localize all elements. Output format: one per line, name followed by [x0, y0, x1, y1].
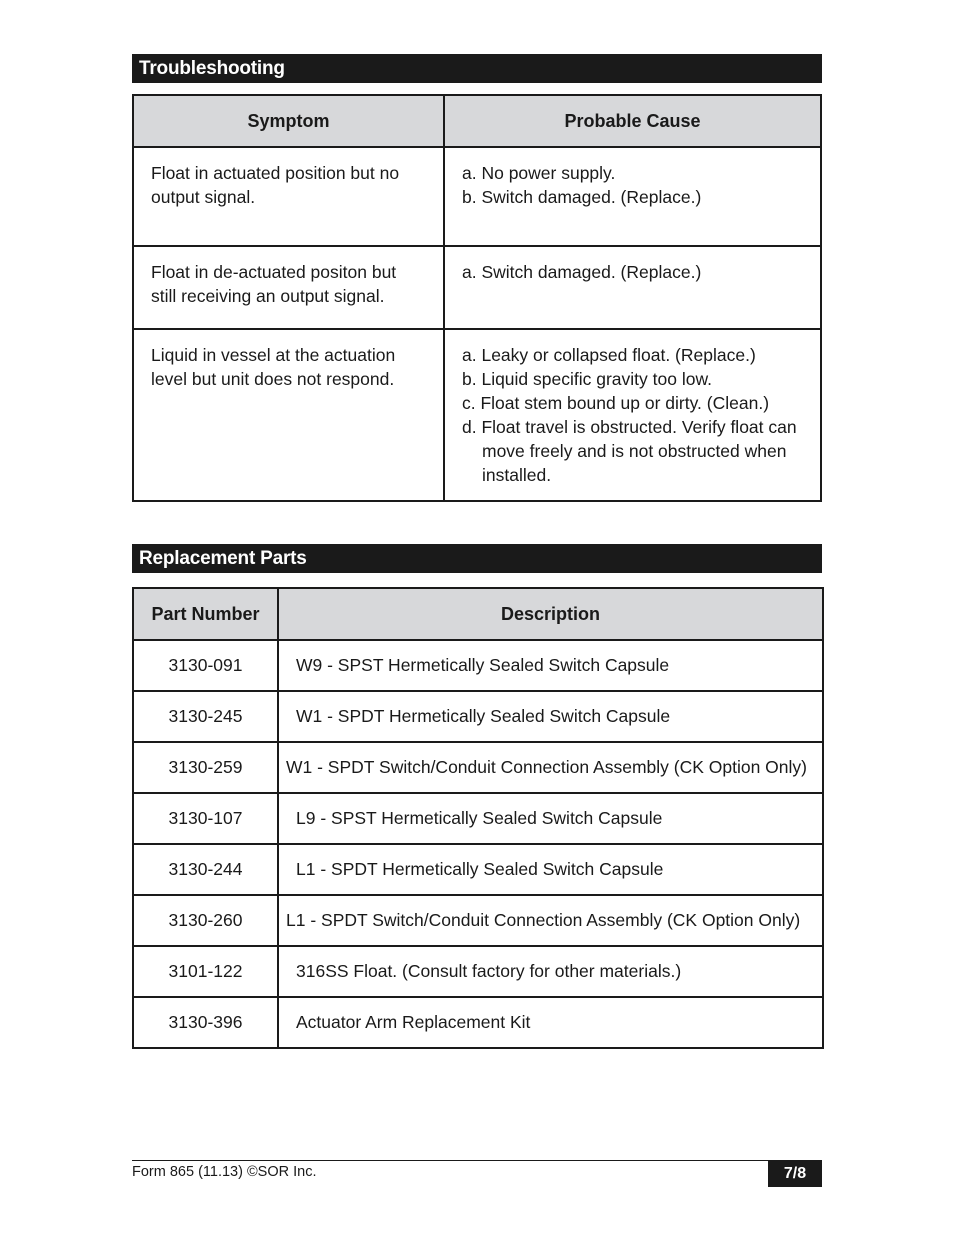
symptom-cell: [133, 329, 444, 501]
table-row: [133, 895, 823, 946]
table-row: [133, 997, 823, 1048]
probable-cause-header: Probable Cause: [444, 95, 821, 147]
troubleshooting-table: [132, 94, 822, 502]
table-row: [133, 147, 821, 246]
cause-cell: [444, 329, 821, 501]
symptom-header: Symptom: [133, 95, 444, 147]
symptom-line: Float in actuated position but no: [151, 163, 400, 183]
cause-line: d. Float travel is obstructed. Verify float can move freely and is not obstructed when installed.: [462, 417, 797, 485]
table-row: [133, 844, 823, 895]
part-number-cell: 3130-260: [133, 895, 278, 946]
table-header-row: [133, 95, 821, 147]
part-number-cell: 3130-259: [133, 742, 278, 793]
page-number: 7/8: [768, 1160, 822, 1187]
part-number-cell: 3130-245: [133, 691, 278, 742]
part-number-header: Part Number: [133, 588, 278, 640]
table-row: [133, 691, 823, 742]
cause-line: a. Switch damaged. (Replace.): [462, 262, 702, 282]
replacement-parts-heading: Replacement Parts: [132, 544, 822, 573]
cause-line: b. Switch damaged. (Replace.): [462, 187, 702, 207]
table-row: [133, 742, 823, 793]
troubleshooting-heading: Troubleshooting: [132, 54, 822, 83]
table-row: [133, 793, 823, 844]
cause-line: c. Float stem bound up or dirty. (Clean.): [462, 393, 770, 413]
description-cell: 316SS Float. (Consult factory for other materials.): [278, 946, 823, 997]
description-cell: W1 - SPDT Hermetically Sealed Switch Capsule: [278, 691, 823, 742]
description-cell: L1 - SPDT Hermetically Sealed Switch Capsule: [278, 844, 823, 895]
description-cell: W1 - SPDT Switch/Conduit Connection Assembly (CK Option Only): [278, 742, 823, 793]
symptom-line: level but unit does not respond.: [151, 369, 395, 389]
description-header: Description: [278, 588, 823, 640]
part-number-cell: 3130-091: [133, 640, 278, 691]
description-cell: L9 - SPST Hermetically Sealed Switch Capsule: [278, 793, 823, 844]
symptom-cell: [133, 147, 444, 246]
symptom-cell: [133, 246, 444, 329]
cause-cell: [444, 246, 821, 329]
cause-cell: [444, 147, 821, 246]
replacement-parts-table: [132, 587, 824, 1049]
form-number: Form 865 (11.13) ©SOR Inc.: [132, 1164, 317, 1180]
part-number-cell: 3101-122: [133, 946, 278, 997]
part-number-cell: 3130-244: [133, 844, 278, 895]
cause-line: a. Leaky or collapsed float. (Replace.): [462, 345, 756, 365]
table-header-row: [133, 588, 823, 640]
description-cell: L1 - SPDT Switch/Conduit Connection Assembly (CK Option Only): [278, 895, 823, 946]
symptom-line: Liquid in vessel at the actuation: [151, 345, 396, 365]
symptom-line: still receiving an output signal.: [151, 286, 385, 306]
part-number-cell: 3130-107: [133, 793, 278, 844]
table-row: [133, 946, 823, 997]
symptom-line: output signal.: [151, 187, 256, 207]
part-number-cell: 3130-396: [133, 997, 278, 1048]
symptom-line: Float in de-actuated positon but: [151, 262, 397, 282]
description-cell: Actuator Arm Replacement Kit: [278, 997, 823, 1048]
cause-line: a. No power supply.: [462, 163, 616, 183]
table-row: [133, 640, 823, 691]
cause-line: b. Liquid specific gravity too low.: [462, 369, 712, 389]
description-cell: W9 - SPST Hermetically Sealed Switch Capsule: [278, 640, 823, 691]
table-row: [133, 246, 821, 329]
table-row: [133, 329, 821, 501]
footer-divider: [132, 1160, 822, 1161]
